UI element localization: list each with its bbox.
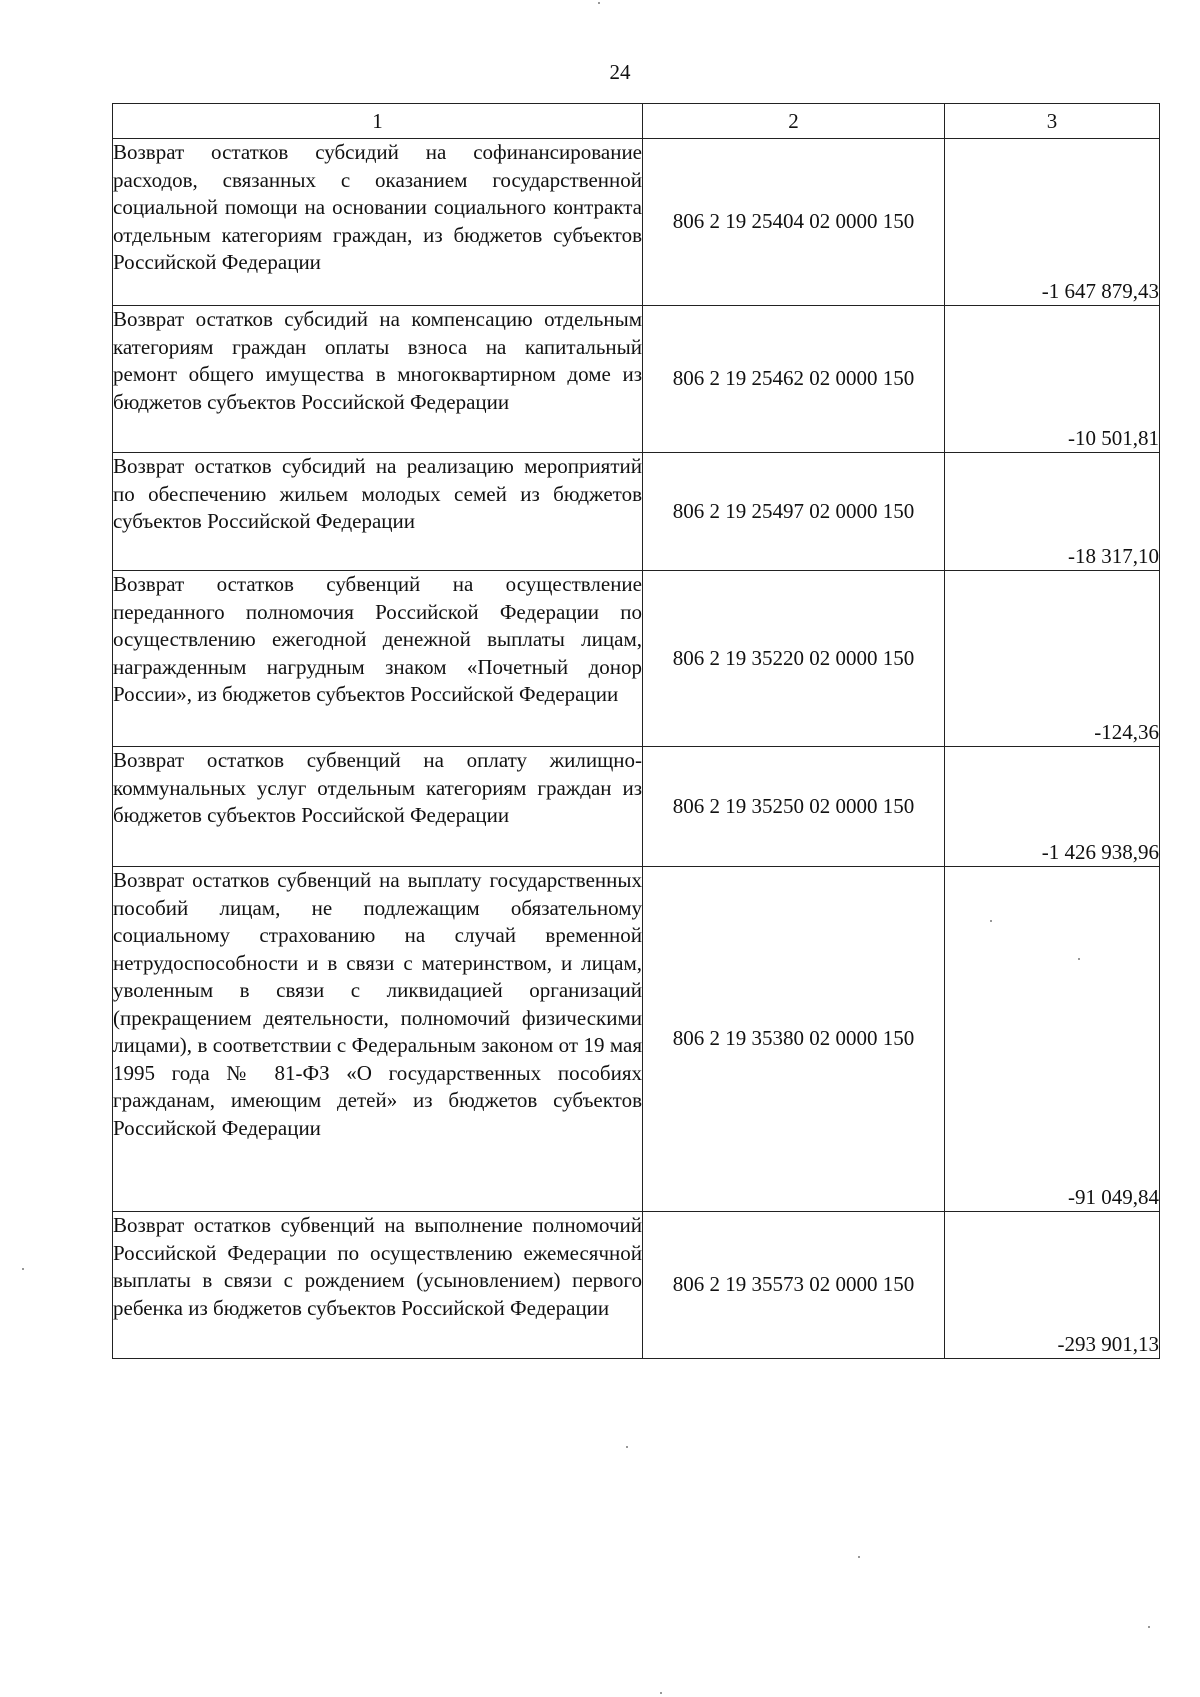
row-budget-code: 806 2 19 35250 02 0000 150 <box>643 747 945 867</box>
row-description: Возврат остатков субсидий на софинансирование расходов, связанных с оказанием государственной социальной помощи на основании социального контракта отдельным категориям граждан, из бюджетов субъектов Российской Федерации <box>113 139 643 306</box>
row-budget-code: 806 2 19 25497 02 0000 150 <box>643 453 945 571</box>
table-row <box>113 1212 1160 1359</box>
row-amount: -18 317,10 <box>945 453 1160 571</box>
row-budget-code: 806 2 19 35220 02 0000 150 <box>643 571 945 747</box>
scan-speck <box>660 1692 662 1694</box>
table-header-row <box>113 104 1160 139</box>
row-budget-code: 806 2 19 35573 02 0000 150 <box>643 1212 945 1359</box>
budget-table <box>112 103 1160 1359</box>
row-amount: -91 049,84 <box>945 867 1160 1212</box>
row-description: Возврат остатков субвенций на осуществление переданного полномочия Российской Федерации по осуществлению ежегодной денежной выплаты лицам, награжденным нагрудным знаком «Почетный донор России», из бюджетов субъектов Российской Федерации <box>113 571 643 747</box>
scan-speck <box>858 1556 860 1558</box>
column-header-1: 1 <box>113 104 643 139</box>
scan-speck <box>1078 958 1080 960</box>
table-row <box>113 453 1160 571</box>
row-budget-code: 806 2 19 35380 02 0000 150 <box>643 867 945 1212</box>
row-amount: -1 647 879,43 <box>945 139 1160 306</box>
row-amount: -10 501,81 <box>945 306 1160 453</box>
row-budget-code: 806 2 19 25462 02 0000 150 <box>643 306 945 453</box>
row-description: Возврат остатков субвенций на выплату государственных пособий лицам, не подлежащим обязательному социальному страхованию на случай временной нетрудоспособности и в связи с материнством, и лицам, уволенным в связи с ликвидацией организаций (прекращением деятельности, полномочий физическими лицами), в соответствии с Федеральным законом от 19 мая 1995 года № 81-ФЗ «О государственных пособиях гражданам, имеющим детей» из бюджетов субъектов Российской Федерации <box>113 867 643 1212</box>
row-description: Возврат остатков субвенций на оплату жилищно-коммунальных услуг отдельным категориям граждан из бюджетов субъектов Российской Федерации <box>113 747 643 867</box>
table-row <box>113 571 1160 747</box>
table-row <box>113 867 1160 1212</box>
row-amount: -124,36 <box>945 571 1160 747</box>
scan-speck <box>1148 1626 1150 1628</box>
row-description: Возврат остатков субвенций на выполнение полномочий Российской Федерации по осуществлению ежемесячной выплаты в связи с рождением (усыновлением) первого ребенка из бюджетов субъектов Российской Федерации <box>113 1212 643 1359</box>
row-budget-code: 806 2 19 25404 02 0000 150 <box>643 139 945 306</box>
table-row <box>113 306 1160 453</box>
row-description: Возврат остатков субсидий на компенсацию отдельным категориям граждан оплаты взноса на капитальный ремонт общего имущества в многоквартирном доме из бюджетов субъектов Российской Федерации <box>113 306 643 453</box>
table-row <box>113 139 1160 306</box>
scan-speck <box>22 1268 24 1270</box>
row-description: Возврат остатков субсидий на реализацию мероприятий по обеспечению жильем молодых семей из бюджетов субъектов Российской Федерации <box>113 453 643 571</box>
scan-speck <box>626 1446 628 1448</box>
row-amount: -293 901,13 <box>945 1212 1160 1359</box>
column-header-3: 3 <box>945 104 1160 139</box>
page-number: 24 <box>609 60 631 84</box>
scan-speck <box>990 920 992 922</box>
scan-speck <box>598 2 600 4</box>
column-header-2: 2 <box>643 104 945 139</box>
row-amount: -1 426 938,96 <box>945 747 1160 867</box>
table-row <box>113 747 1160 867</box>
